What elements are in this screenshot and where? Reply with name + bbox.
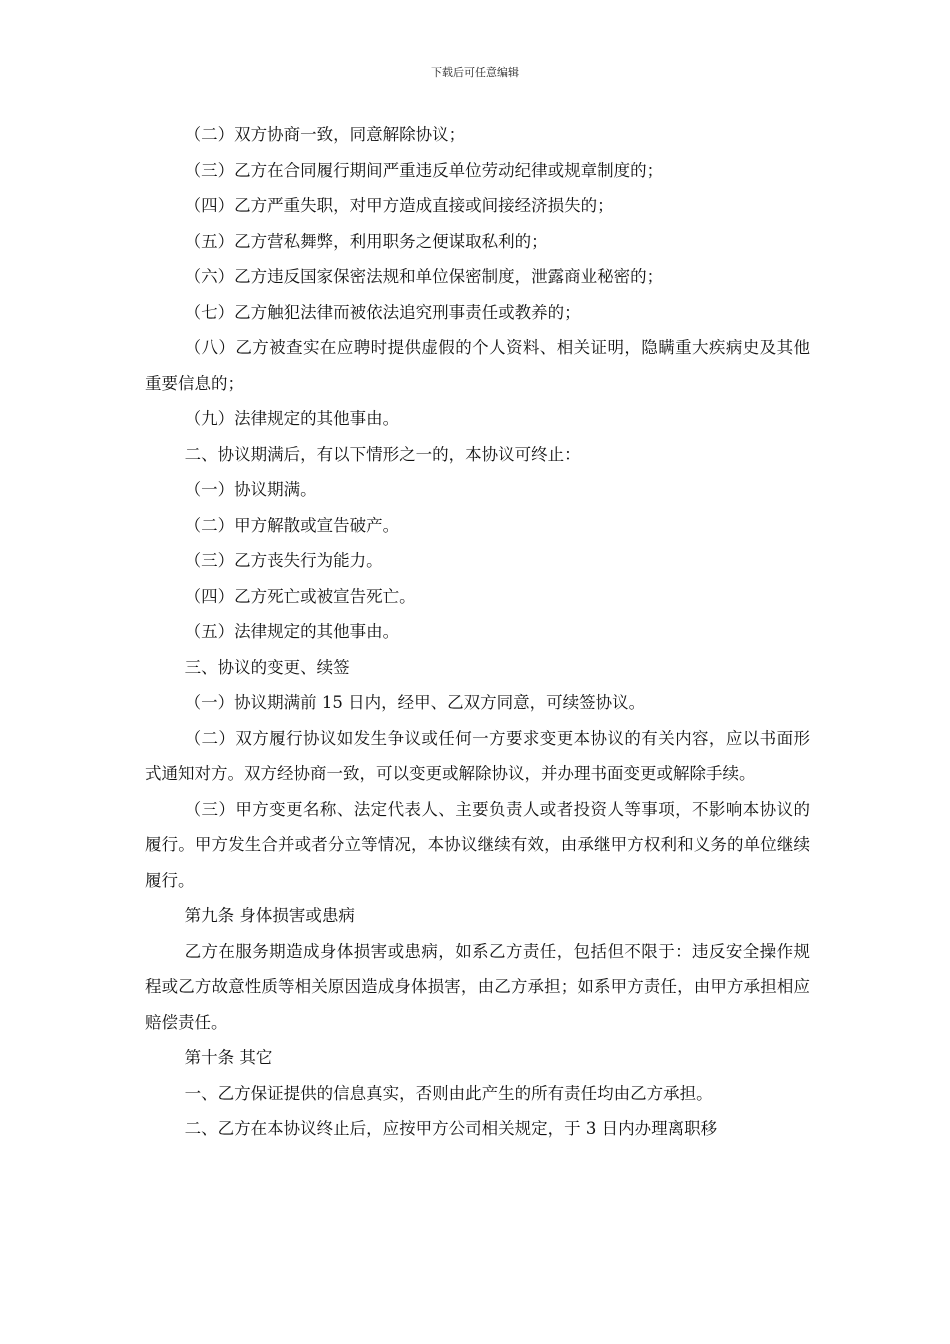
paragraph-change-1: （一）协议期满前 15 日内，经甲、乙双方同意，可续签协议。 <box>184 693 646 712</box>
paragraph-article-10-2: 二、乙方在本协议终止后，应按甲方公司相关规定，于 3 日内办理离职移 <box>184 1119 718 1138</box>
paragraph-clause-2-2: （二）双方协商一致，同意解除协议； <box>184 125 466 144</box>
paragraph-clause-2-3: （三）乙方在合同履行期间严重违反单位劳动纪律或规章制度的； <box>184 160 664 180</box>
article-heading-9: 第九条 身体损害或患病 <box>184 906 355 925</box>
paragraph-article-10-1: 一、乙方保证提供的信息真实，否则由此产生的所有责任均由乙方承担。 <box>184 1083 713 1103</box>
paragraph-clause-2-9: （九）法律规定的其他事由。 <box>184 409 400 428</box>
paragraph-change-2: （二）双方履行协议如发生争议或任何一方要求变更本协议的有关内容，应以书面形式通知对方。双方经协商一致，可以变更或解除协议，并办理书面变更或解除手续。 <box>145 728 810 783</box>
paragraph-clause-2-6: （六）乙方违反国家保密法规和单位保密制度，泄露商业秘密的； <box>184 267 664 286</box>
paragraph-clause-2-8: （八）乙方被查实在应聘时提供虚假的个人资料、相关证明，隐瞒重大疾病史及其他重要信息的； <box>145 338 810 393</box>
page-header: 下载后可任意编辑 <box>431 66 519 79</box>
paragraph-article-9: 乙方在服务期造成身体损害或患病，如系乙方责任，包括但不限于：违反安全操作规程或乙方故意性质等相关原因造成身体损害，由乙方承担；如系甲方责任，由甲方承担相应赔偿责任。 <box>145 941 810 1032</box>
paragraph-clause-2-7: （七）乙方触犯法律而被依法追究刑事责任或教养的； <box>184 302 581 322</box>
paragraph-termination-1: （一）协议期满。 <box>184 480 317 499</box>
paragraph-change-3: （三）甲方变更名称、法定代表人、主要负责人或者投资人等事项，不影响本协议的履行。甲方发生合并或者分立等情况，本协议继续有效，由承继甲方权利和义务的单位继续履行。 <box>145 799 810 890</box>
section-heading-change-renewal: 三、协议的变更、续签 <box>184 657 350 677</box>
document-body <box>145 117 810 1147</box>
section-heading-termination: 二、协议期满后，有以下情形之一的，本协议可终止： <box>184 444 581 464</box>
paragraph-termination-4: （四）乙方死亡或被宣告死亡。 <box>184 586 416 606</box>
paragraph-termination-3: （三）乙方丧失行为能力。 <box>184 551 383 570</box>
paragraph-termination-2: （二）甲方解散或宣告破产。 <box>184 515 400 535</box>
paragraph-clause-2-5: （五）乙方营私舞弊，利用职务之便谋取私利的； <box>184 231 548 251</box>
paragraph-clause-2-4: （四）乙方严重失职，对甲方造成直接或间接经济损失的； <box>184 196 614 215</box>
paragraph-termination-5: （五）法律规定的其他事由。 <box>184 622 400 641</box>
article-heading-10: 第十条 其它 <box>184 1048 273 1067</box>
